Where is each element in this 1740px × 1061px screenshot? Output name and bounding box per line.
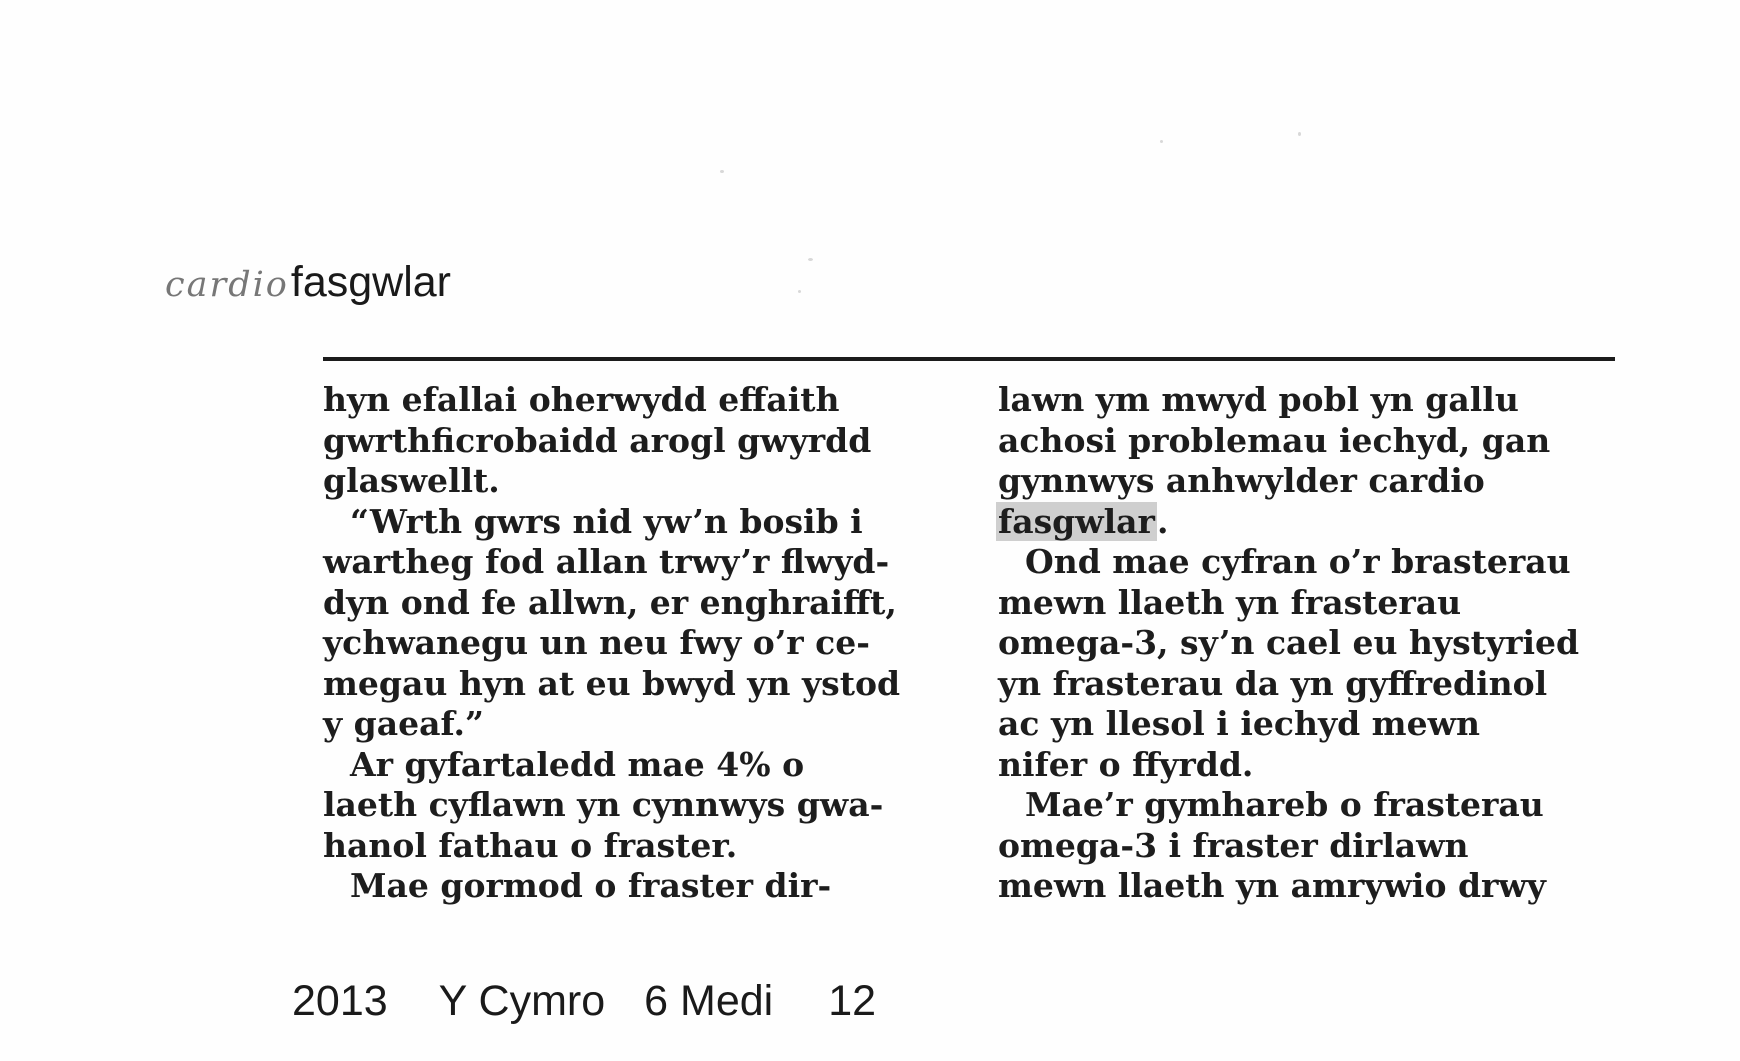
text-line: achosi problemau iechyd, gan — [998, 420, 1551, 460]
text-line-highlighted — [998, 502, 1579, 543]
text-line: ac yn llesol i iechyd mewn — [998, 704, 1480, 743]
text-line: dyn ond fe allwn, er enghraifft, — [323, 582, 897, 622]
section-heading — [165, 258, 451, 308]
text-line: megau hyn at eu bwyd yn ystod — [323, 663, 901, 703]
text-line: hanol fathau o fraster. — [323, 825, 738, 865]
footer-newspaper: Y Cymro — [438, 977, 606, 1025]
text-line: wartheg fod allan trwy’r flwyd- — [323, 542, 890, 581]
scan-speck — [808, 258, 813, 261]
text-line: omega-3 i fraster dirlawn — [998, 825, 1469, 865]
text-line: hyn efallai oherwydd effaith — [323, 380, 840, 419]
scan-speck — [798, 290, 801, 293]
text-line: Mae’r gymhareb o frasterau — [1025, 785, 1544, 824]
text-line: laeth cyflawn yn cynnwys gwa- — [323, 785, 884, 824]
highlighted-word: fasgwlar — [998, 501, 1155, 541]
text-line: mewn llaeth yn amrywio drwy — [998, 866, 1546, 905]
source-footer — [292, 977, 876, 1026]
printed-heading-word: fasgwlar — [290, 258, 451, 306]
column-top-rule — [323, 357, 1615, 361]
handwritten-prefix: cardio — [165, 265, 289, 305]
footer-page-number: 12 — [828, 977, 877, 1025]
scan-speck — [1160, 140, 1163, 143]
text-line: glaswellt. — [323, 461, 500, 500]
text-line: yn frasterau da yn gyffredinol — [998, 663, 1548, 703]
text-line: Mae gormod o fraster dir- — [350, 866, 832, 905]
footer-year: 2013 — [292, 977, 388, 1025]
text-line: y gaeaf.” — [323, 704, 484, 743]
text-line: nifer o ffyrdd. — [998, 744, 1254, 784]
right-column-continuation — [998, 542, 1579, 907]
right-text-column — [998, 380, 1579, 907]
footer-date: 6 Medi — [644, 977, 774, 1025]
text-line: Ar gyfartaledd mae 4% o — [350, 744, 805, 784]
period: . — [1156, 501, 1169, 541]
text-line: lawn ym mwyd pobl yn gallu — [998, 380, 1519, 419]
text-line: ychwanegu un neu fwy o’r ce- — [323, 623, 870, 662]
scan-speck — [720, 170, 724, 173]
left-text-column — [323, 380, 900, 907]
text-line: gwrthficrobaidd arogl gwyrdd — [323, 420, 872, 460]
text-line: gynnwys anhwylder cardio — [998, 461, 1485, 500]
text-line: omega-3, sy’n cael eu hystyried — [998, 623, 1580, 662]
text-line: Ond mae cyfran o’r brasterau — [1025, 542, 1571, 581]
text-line: “Wrth gwrs nid yw’n bosib i — [350, 501, 863, 541]
scan-speck — [1298, 132, 1301, 136]
text-line: mewn llaeth yn frasterau — [998, 582, 1462, 622]
